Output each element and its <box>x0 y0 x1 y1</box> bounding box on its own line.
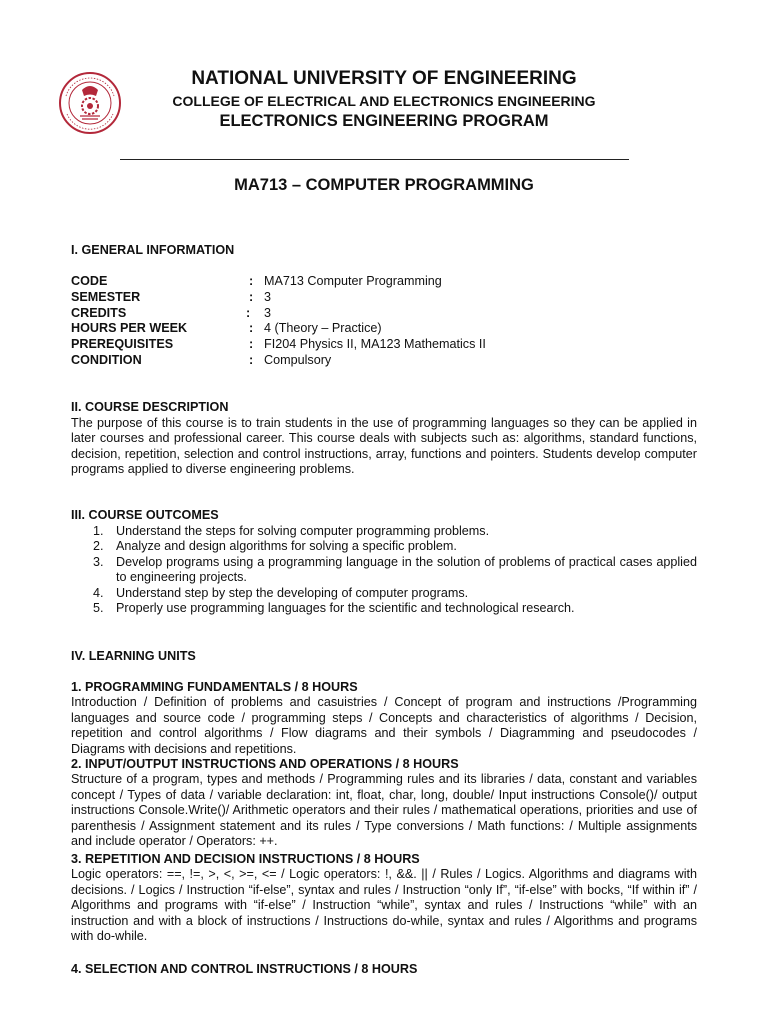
info-colon: : <box>249 321 254 336</box>
unit-title: 1. PROGRAMMING FUNDAMENTALS / 8 HOURS <box>71 680 358 694</box>
description-heading: II. COURSE DESCRIPTION <box>71 400 229 414</box>
list-item <box>71 555 697 586</box>
list-item-text: Analyze and design algorithms for solving a specific problem. <box>116 539 457 554</box>
info-label: PREREQUISITES <box>71 337 174 352</box>
list-item <box>71 586 697 601</box>
college-name: COLLEGE OF ELECTRICAL AND ELECTRONICS ENGINEERING <box>172 93 596 109</box>
list-item-number: 1. <box>93 524 104 538</box>
info-colon: : <box>246 305 251 320</box>
learning-unit <box>71 680 697 757</box>
list-item-number: 2. <box>93 539 104 554</box>
general-info-table <box>71 274 701 369</box>
university-name: NATIONAL UNIVERSITY OF ENGINEERING <box>191 68 577 89</box>
unit-text: Logic operators: ==, !=, >, <, >=, <= / Logic operators: !, &&. || / Rules / Logics. Algorithms and diagrams with decisions. / Logics / Instruction “if-else”, syntax and rules / Instruction “only If”, “if-else” with bocks, “If within if” / Algorithms and programs with “if-else” / Instruction “while”, syntax and rules / Instructions “while” with an instruction and with a block of instructions / Instructions do-while, syntax and rules / Algorithms and programs with do-while. <box>71 867 697 944</box>
info-value: 4 (Theory – Practice) <box>264 321 382 336</box>
course-title: MA713 – COMPUTER PROGRAMMING <box>234 176 534 194</box>
info-colon: : <box>249 274 254 288</box>
info-row <box>71 290 701 306</box>
outcomes-list <box>71 524 697 616</box>
info-row <box>71 321 701 337</box>
unit-title: 2. INPUT/OUTPUT INSTRUCTIONS AND OPERATIONS / 8 HOURS <box>71 757 459 771</box>
list-item-text: Develop programs using a programming language in the solution of problems of practical cases applied to engineering projects. <box>116 554 697 585</box>
info-label: CREDITS <box>71 305 127 320</box>
list-item <box>71 601 697 616</box>
list-item-text: Properly use programming languages for the scientific and technological research. <box>116 601 575 616</box>
info-value: 3 <box>264 289 272 304</box>
info-value: FI204 Physics II, MA123 Mathematics II <box>264 337 486 352</box>
program-name: ELECTRONICS ENGINEERING PROGRAM <box>219 112 549 130</box>
info-value: Compulsory <box>264 352 332 367</box>
outcomes-heading: III. COURSE OUTCOMES <box>71 508 219 522</box>
learning-unit <box>71 757 697 849</box>
list-item-text: Understand step by step the developing of computer programs. <box>116 585 469 600</box>
unit-text: Introduction / Definition of problems and casuistries / Concept of program and instructions /Programming languages and source code / programming steps / Concepts and characteristics of algorithms / Decision, repetition and control algorithms / Flow diagrams and their symbols / Diagramming and pseudocodes / Diagrams with decisions and repetitions. <box>71 695 697 756</box>
info-row <box>71 337 701 353</box>
description-text: The purpose of this course is to train students in the use of programming languages so they can be applied in later courses and professional career. This course deals with subjects such as: algorithms, standard functions, decision, repetition, selection and control instructions, array, functions and pointers. Students develop computer programs applied to diverse engineering problems. <box>71 416 697 477</box>
info-row <box>71 306 701 322</box>
unit-text: Structure of a program, types and methods / Programming rules and its libraries / data, constant and variables concept / Types of data / variable declaration: int, float, char, long, double/ Input instructions Console()/ output instructions Console.Write()/ Arithmetic operators and their rules / mathematical operations, priorities and use of parenthesis / Assignment statement and its rules / Type conversions / Math functions: / Multiple assignments and include operator / Operators: ++. <box>71 772 697 849</box>
info-label: HOURS PER WEEK <box>71 321 188 336</box>
info-label: CONDITION <box>71 352 142 367</box>
info-colon: : <box>249 352 254 367</box>
list-item-number: 4. <box>93 585 104 600</box>
learning-units-heading: IV. LEARNING UNITS <box>71 649 196 663</box>
general-info-heading: I. GENERAL INFORMATION <box>71 243 235 257</box>
info-row <box>71 274 701 290</box>
list-item <box>71 524 697 539</box>
unit-title: 4. SELECTION AND CONTROL INSTRUCTIONS / 8 HOURS <box>71 962 418 976</box>
info-label: SEMESTER <box>71 289 141 304</box>
info-value: 3 <box>264 305 272 320</box>
learning-unit <box>71 962 697 977</box>
info-label: CODE <box>71 274 108 288</box>
list-item <box>71 539 697 554</box>
unit-title: 3. REPETITION AND DECISION INSTRUCTIONS / 8 HOURS <box>71 852 420 866</box>
list-item-text: Understand the steps for solving computer programming problems. <box>116 524 490 538</box>
header-divider <box>120 159 629 160</box>
info-colon: : <box>249 337 254 352</box>
info-value: MA713 Computer Programming <box>264 274 442 288</box>
info-colon: : <box>249 289 254 304</box>
info-row <box>71 353 701 369</box>
learning-unit <box>71 852 697 944</box>
list-item-number: 3. <box>93 554 104 569</box>
list-item-number: 5. <box>93 601 104 616</box>
